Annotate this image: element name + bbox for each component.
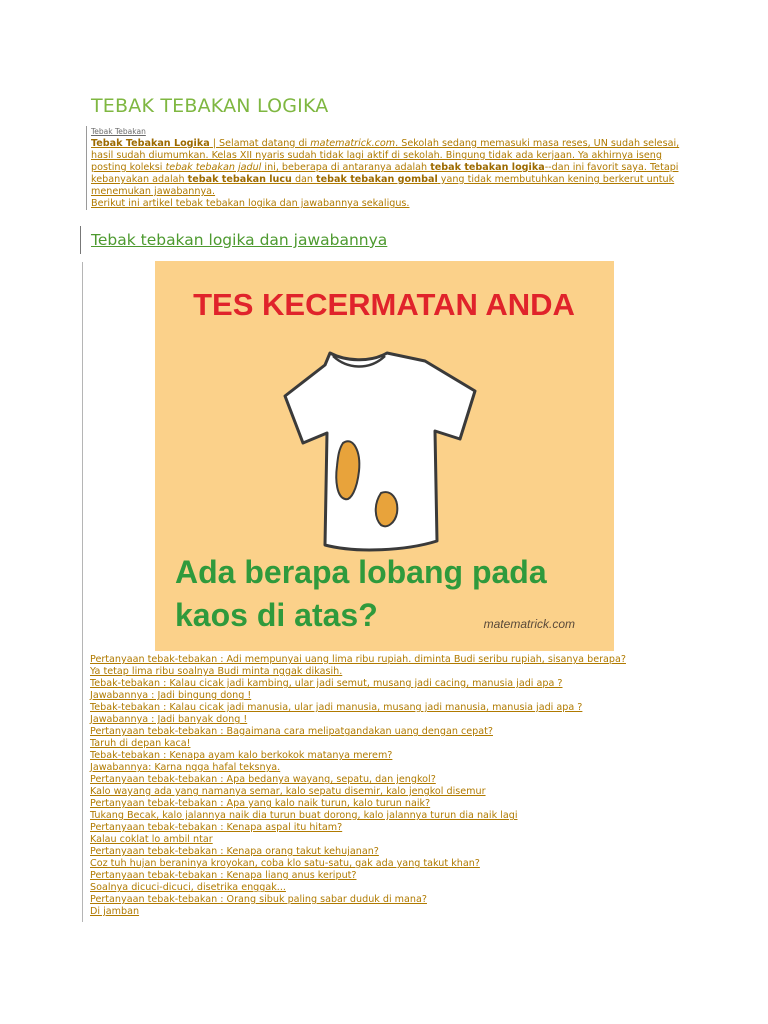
- qa-line[interactable]: Jawabannya: Karna ngga hafal teksnya.: [90, 762, 281, 773]
- qa-line[interactable]: Pertanyaan tebak-tebakan : Apa bedanya wayang, sepatu, dan jengkol?: [90, 774, 436, 785]
- separator: |: [209, 138, 220, 149]
- qa-line[interactable]: Jawabannya : Jadi bingung dong !: [90, 690, 252, 701]
- poster-headline: TES KECERMATAN ANDA: [193, 287, 575, 322]
- thumbnail-caption[interactable]: Tebak Tebakan: [91, 127, 146, 136]
- qa-line[interactable]: Tukang Becak, kalo jalannya naik dia turun buat dorong, kalo jalannya turun dia naik lagi: [90, 810, 518, 821]
- section-heading[interactable]: Tebak tebakan logika dan jawabannya: [80, 226, 387, 254]
- intro-text-3: ini, beberapa di antaranya adalah: [261, 162, 431, 173]
- qa-line[interactable]: Pertanyaan tebak-tebakan : Adi mempunyai uang lima ribu rupiah. diminta Budi seribu rupiah, sisanya berapa?: [90, 654, 626, 665]
- site-link[interactable]: matematrick.com: [310, 138, 396, 149]
- qa-line[interactable]: Tebak-tebakan : Kenapa ayam kalo berkokok matanya merem?: [90, 750, 393, 761]
- intro-paragraph[interactable]: [91, 138, 679, 197]
- qa-line[interactable]: Pertanyaan tebak-tebakan : Apa yang kalo naik turun, kalo turun naik?: [90, 798, 431, 809]
- lead-bold: Tebak Tebakan Logika: [91, 138, 210, 149]
- intro-bold-2: tebak tebakan lucu: [187, 174, 292, 185]
- poster-question-line2: kaos di atas?: [175, 597, 378, 633]
- qa-line[interactable]: Jawabannya : Jadi banyak dong !: [90, 714, 248, 725]
- poster-svg: [155, 261, 614, 651]
- poster-watermark: matematrick.com: [483, 617, 575, 631]
- intro-bold-1: tebak tebakan logika: [430, 162, 545, 173]
- qa-line[interactable]: Taruh di depan kaca!: [90, 738, 191, 749]
- qa-line[interactable]: Di jamban: [90, 906, 140, 917]
- intro-last-line[interactable]: Berikut ini artikel tebak tebakan logika dan jawabannya sekaligus.: [91, 198, 410, 209]
- intro-bold-3: tebak tebakan gombal: [316, 174, 438, 185]
- intro-text-2: . Sekolah sedang memasuki masa reses, UN sudah selesai, hasil sudah diumumkan. Kelas XII nyaris sudah tidak lagi aktif di sekolah. Bingung tidak ada kerjaan. Ya akhirnya iseng posting koleksi: [91, 138, 680, 173]
- left-rule: [82, 262, 83, 922]
- intro-text-1: Selamat datang di: [219, 138, 311, 149]
- poster-question-line1: Ada berapa lobang pada: [175, 554, 547, 590]
- intro-italic: tebak tebakan jadul: [165, 162, 262, 173]
- qa-line[interactable]: Pertanyaan tebak-tebakan : Kenapa orang takut kehujanan?: [90, 846, 379, 857]
- intro-text-6: yang tidak membutuhkan kening berkerut untuk menemukan jawabannya.: [91, 174, 675, 197]
- qa-line[interactable]: Kalo wayang ada yang namanya semar, kalo sepatu disemir, kalo jengkol disemur: [90, 786, 486, 797]
- qa-line[interactable]: Ya tetap lima ribu soalnya Budi minta nggak dikasih.: [90, 666, 343, 677]
- qa-list: [90, 654, 730, 918]
- qa-line[interactable]: Coz tuh hujan beraninya kroyokan, coba klo satu-satu, gak ada yang takut khan?: [90, 858, 480, 869]
- qa-line[interactable]: Kalau coklat lo ambil ntar: [90, 834, 213, 845]
- qa-line[interactable]: Pertanyaan tebak-tebakan : Kenapa aspal itu hitam?: [90, 822, 343, 833]
- qa-line[interactable]: Tebak-tebakan : Kalau cicak jadi manusia, ular jadi manusia, musang jadi manusia, manusia jadi apa ?: [90, 702, 583, 713]
- intro-block: [86, 126, 691, 210]
- qa-line[interactable]: Pertanyaan tebak-tebakan : Kenapa liang anus keriput?: [90, 870, 357, 881]
- qa-line[interactable]: Pertanyaan tebak-tebakan : Orang sibuk paling sabar duduk di mana?: [90, 894, 427, 905]
- qa-line[interactable]: Tebak-tebakan : Kalau cicak jadi kambing, ular jadi semut, musang jadi cacing, manusia jadi apa ?: [90, 678, 563, 689]
- page-title: TEBAK TEBAKAN LOGIKA: [91, 95, 329, 117]
- qa-line[interactable]: Soalnya dicuci-dicuci, disetrika enggak...: [90, 882, 286, 893]
- intro-text-5: dan: [291, 174, 317, 185]
- poster-image: [155, 261, 614, 651]
- intro-text-4: --dan ini favorit saya. Tetapi kebanyakan adalah: [91, 162, 679, 185]
- qa-line[interactable]: Pertanyaan tebak-tebakan : Bagaimana cara melipatgandakan uang dengan cepat?: [90, 726, 493, 737]
